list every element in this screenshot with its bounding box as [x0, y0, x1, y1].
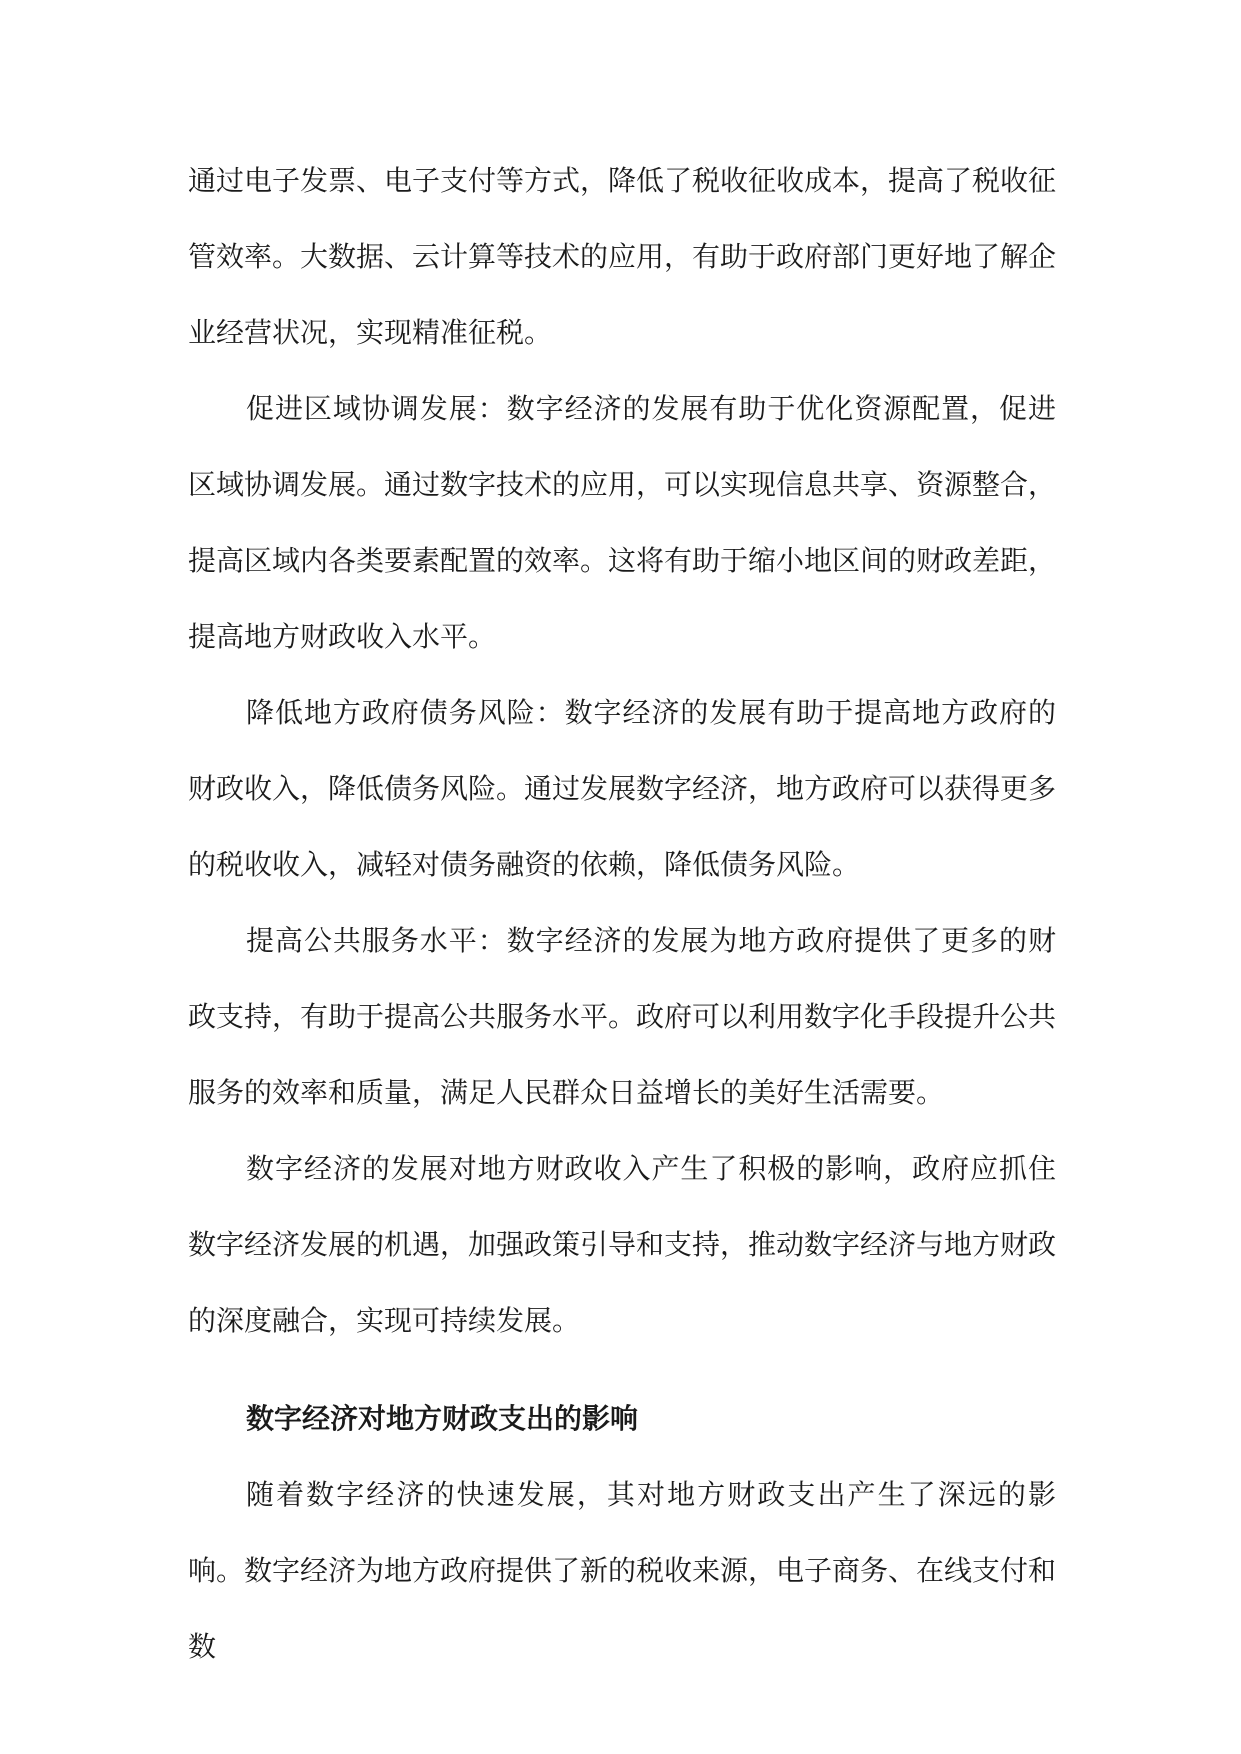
section-heading: 数字经济对地方财政支出的影响 [246, 1402, 639, 1435]
paragraph-regional-development: 促进区域协调发展：数字经济的发展有助于优化资源配置，促进区域协调发展。通过数字技术的应用，可以实现信息共享、资源整合，提高区域内各类要素配置的效率。这将有助于缩小地区间的财政差距，提高地方财政收入水平。 [188, 392, 1057, 653]
paragraph-public-services: 提高公共服务水平：数字经济的发展为地方政府提供了更多的财政支持，有助于提高公共服务水平。政府可以利用数字化手段提升公共服务的效率和质量，满足人民群众日益增长的美好生活需要。 [188, 924, 1057, 1109]
paragraph-conclusion: 数字经济的发展对地方财政收入产生了积极的影响，政府应抓住数字经济发展的机遇，加强政策引导和支持，推动数字经济与地方财政的深度融合，实现可持续发展。 [188, 1152, 1057, 1337]
paragraph-debt-risk: 降低地方政府债务风险：数字经济的发展有助于提高地方政府的财政收入，降低债务风险。通过发展数字经济，地方政府可以获得更多的税收收入，减轻对债务融资的依赖，降低债务风险。 [188, 696, 1057, 881]
paragraph-expenditure-intro: 随着数字经济的快速发展，其对地方财政支出产生了深远的影响。数字经济为地方政府提供了新的税收来源，电子商务、在线支付和数 [188, 1478, 1057, 1663]
document-body [188, 143, 1056, 1685]
paragraph-continuation: 通过电子发票、电子支付等方式，降低了税收征收成本，提高了税收征管效率。大数据、云计算等技术的应用，有助于政府部门更好地了解企业经营状况，实现精准征税。 [188, 164, 1057, 349]
